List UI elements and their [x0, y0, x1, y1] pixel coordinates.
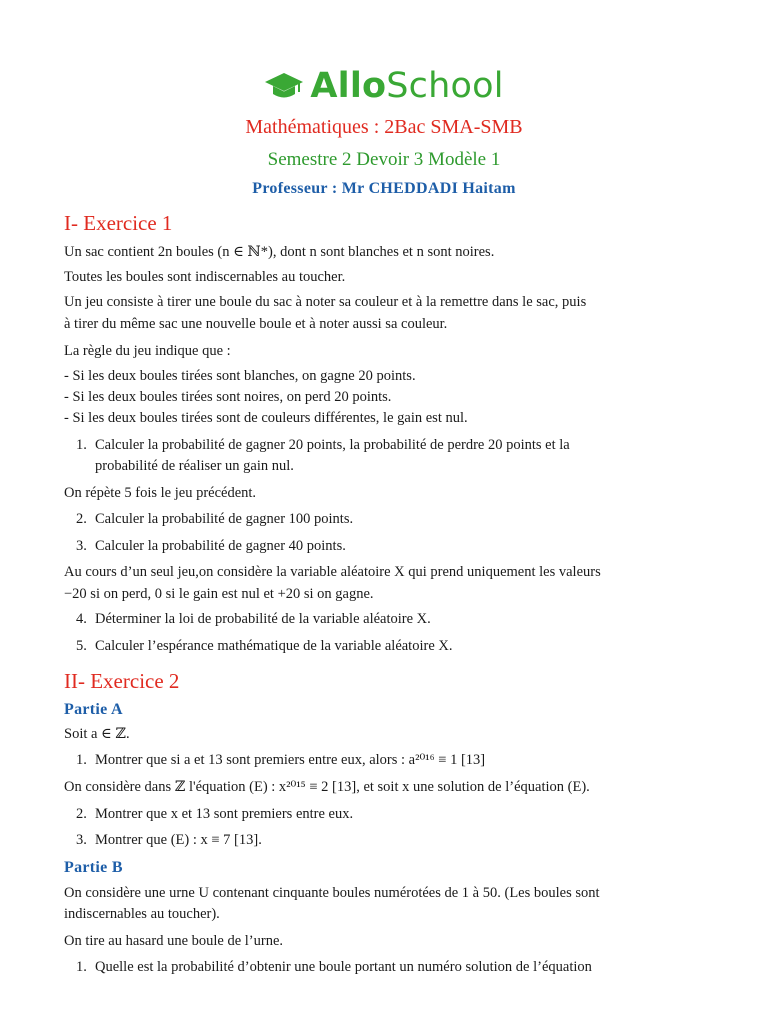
part-b-question-1: Quelle est la probabilité d’obtenir une boule portant un numéro solution de l’équation [95, 959, 592, 975]
ex1-rule: - Si les deux boules tirées sont blanches, on gagne 20 points. [64, 368, 416, 384]
part-a-heading: Partie A [64, 701, 123, 718]
ex1-line: La règle du jeu indique que : [64, 343, 231, 359]
subject-title: Mathématiques : 2Bac SMA-SMB [245, 116, 523, 138]
alloschool-logo[interactable] [0, 66, 768, 106]
question-number: 1. [76, 437, 87, 453]
ex2-line: indiscernables au toucher). [64, 906, 220, 922]
question-2-text: Calculer la probabilité de gagner 100 points. [95, 511, 354, 527]
question-4-text: Déterminer la loi de probabilité de la variable aléatoire X. [95, 611, 431, 627]
question-1-text: Calculer la probabilité de gagner 20 points, la probabilité de perdre 20 points et la [95, 437, 570, 453]
question-number: 1. [76, 752, 87, 768]
ex1-line: Un sac contient 2n boules (n ∈ ℕ*), dont n sont blanches et n sont noires. [64, 244, 495, 260]
ex1-rule: - Si les deux boules tirées sont de couleurs différentes, le gain est nul. [64, 410, 468, 426]
part-b-heading: Partie B [64, 859, 123, 876]
part-a-question-3: Montrer que (E) : x ≡ 7 [13]. [95, 832, 262, 848]
ex2-line: On considère une urne U contenant cinquante boules numérotées de 1 à 50. (Les boules sont [64, 885, 600, 901]
ex1-line: Un jeu consiste à tirer une boule du sac à noter sa couleur et à la remettre dans le sac, puis [64, 294, 587, 310]
logo-wordmark: AlloSchool [310, 66, 504, 106]
semester-subtitle: Semestre 2 Devoir 3 Modèle 1 [267, 149, 501, 170]
ex2-line: On considère dans ℤ l'équation (E) : x²⁰¹⁵ ≡ 2 [13], et soit x une solution de l’équation (E). [64, 779, 590, 795]
question-number: 1. [76, 959, 87, 975]
question-1-text-cont: probabilité de réaliser un gain nul. [95, 458, 294, 474]
ex1-line: Toutes les boules sont indiscernables au toucher. [64, 269, 346, 285]
exercise-2-heading: II- Exercice 2 [64, 669, 180, 693]
question-number: 2. [76, 806, 87, 822]
ex1-line: −20 si on perd, 0 si le gain est nul et +20 si on gagne. [64, 586, 374, 602]
ex2-line: On tire au hasard une boule de l’urne. [64, 933, 284, 949]
ex1-line: On répète 5 fois le jeu précédent. [64, 485, 257, 501]
part-a-question-2: Montrer que x et 13 sont premiers entre eux. [95, 806, 354, 822]
ex2-line: Soit a ∈ ℤ. [64, 726, 130, 742]
question-number: 4. [76, 611, 87, 627]
question-number: 3. [76, 832, 87, 848]
question-number: 2. [76, 511, 87, 527]
question-3-text: Calculer la probabilité de gagner 40 points. [95, 538, 346, 554]
ex1-line: Au cours d’un seul jeu,on considère la variable aléatoire X qui prend uniquement les valeurs [64, 564, 601, 580]
ex1-line: à tirer du même sac une nouvelle boule et à noter aussi sa couleur. [64, 316, 448, 332]
exercise-1-heading: I- Exercice 1 [64, 211, 173, 235]
graduation-cap-icon [264, 71, 304, 101]
question-number: 3. [76, 538, 87, 554]
question-5-text: Calculer l’espérance mathématique de la variable aléatoire X. [95, 638, 453, 654]
question-number: 5. [76, 638, 87, 654]
ex1-rule: - Si les deux boules tirées sont noires, on perd 20 points. [64, 389, 392, 405]
part-a-question-1: Montrer que si a et 13 sont premiers entre eux, alors : a²⁰¹⁶ ≡ 1 [13] [95, 752, 486, 768]
professor-line: Professeur : Mr CHEDDADI Haitam [252, 180, 516, 197]
